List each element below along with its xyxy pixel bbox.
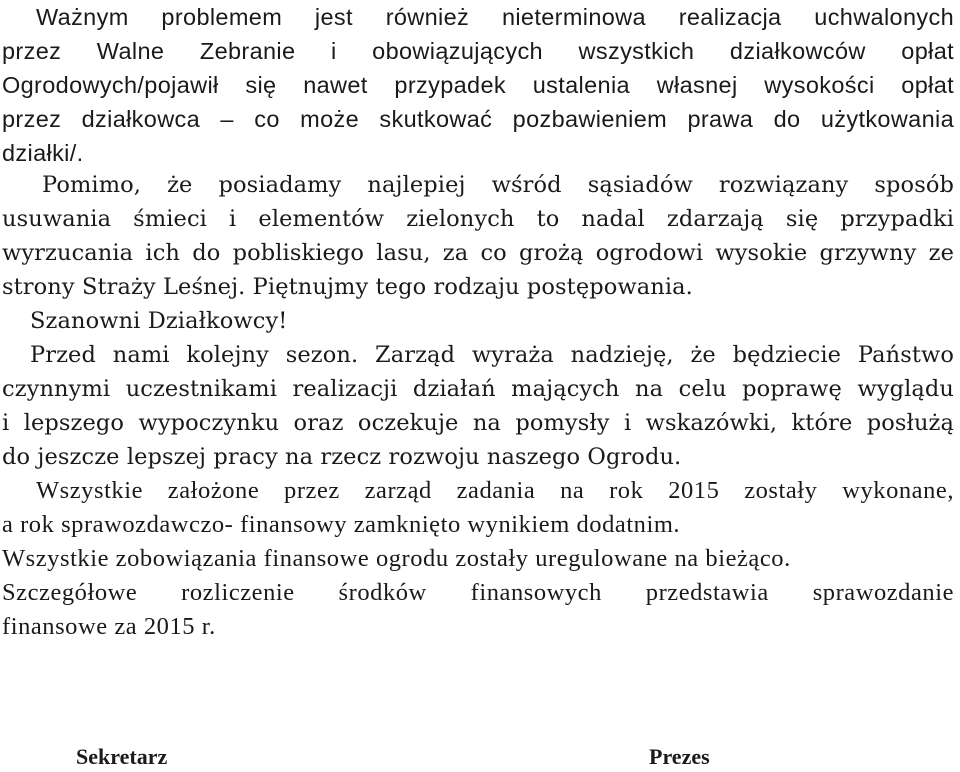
text-line: Wszystkie zobowiązania finansowe ogrodu zostały uregulowane na bieżąco. [2,545,791,572]
text-line: Szczegółowe rozliczenie środków finansowych przedstawia sprawozdanie [2,579,954,606]
paragraph-tasks [2,474,954,542]
paragraph-waste [2,168,954,304]
text-line: strony Straży Leśnej. Piętnujmy tego rodzaju postępowania. [2,274,693,300]
paragraph-greeting [2,304,954,338]
text-line: Wszystkie założone przez zarząd zadania na rok 2015 zostały wykonane, [36,477,954,504]
signature-secretary: Sekretarz [76,744,168,769]
text-line: Przed nami kolejny sezon. Zarząd wyraża nadzieję, że będziecie Państwo [30,342,954,368]
text-line: Ogrodowych/pojawił się nawet przypadek ustalenia własnej wysokości opłat [2,72,954,98]
text-line: i lepszego wypoczynku oraz oczekuje na pomysły i wskazówki, które posłużą [2,410,954,436]
text-line: a rok sprawozdawczo- finansowy zamknięto wynikiem dodatnim. [2,511,681,538]
paragraph-obligations [2,542,954,576]
text-line: wyrzucania ich do pobliskiego lasu, za co grożą ogrodowi wysokie grzywny ze [2,240,954,266]
text-line: Pomimo, że posiadamy najlepiej wśród sąsiadów rozwiązany sposób [42,172,954,198]
text-line: do jeszcze lepszej pracy na rzecz rozwoju naszego Ogrodu. [2,444,682,470]
paragraph-season [2,338,954,474]
text-line: przez Walne Zebranie i obowiązujących wszystkich działkowców opłat [2,38,954,64]
text-line: finansowe za 2015 r. [2,613,216,640]
text-line: Szanowni Działkowcy! [30,308,288,334]
text-line: Ważnym problemem jest również nieterminowa realizacja uchwalonych [36,4,954,30]
signature-president: Prezes [649,744,710,769]
text-line: czynnymi uczestnikami realizacji działań mających na celu poprawę wyglądu [2,376,954,402]
paragraph-report [2,576,954,644]
text-line: usuwania śmieci i elementów zielonych to nadal zdarzają się przypadki [2,206,954,232]
paragraph-fees [2,0,954,170]
text-line: przez działkowca – co może skutkować pozbawieniem prawa do użytkowania [2,106,954,132]
text-line: działki/. [2,140,84,166]
